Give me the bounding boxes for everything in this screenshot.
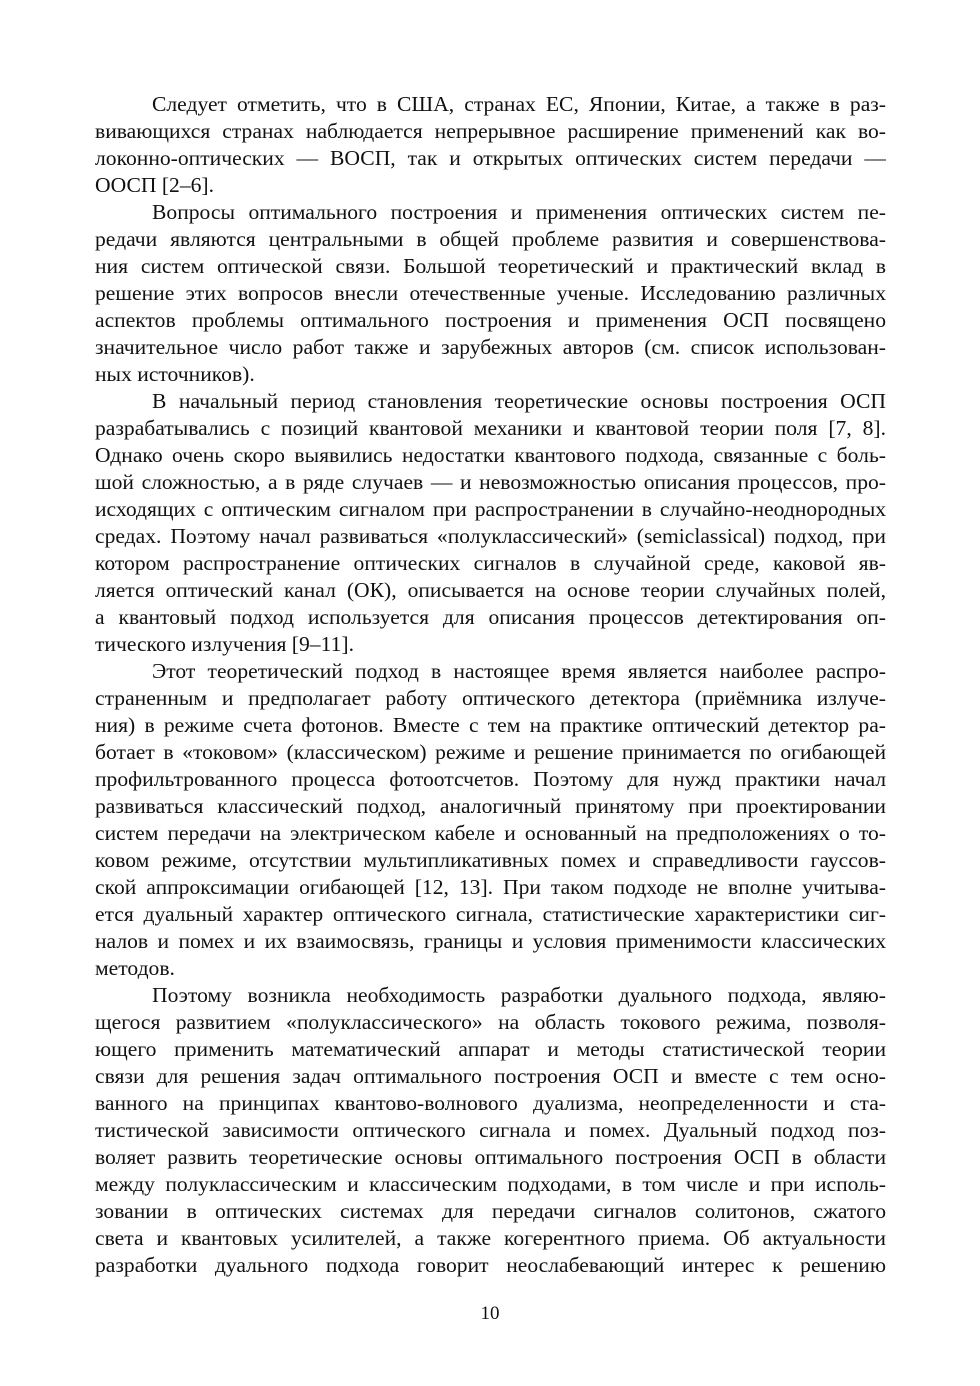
text-line: решение этих вопросов внесли отечественные ученые. Исследованию различных — [95, 281, 886, 305]
text-line: ется дуальный характер оптического сигнала, статистические характеристики сиг- — [95, 902, 886, 926]
text-line: ния) в режиме счета фотонов. Вместе с тем на практике оптический детектор ра- — [95, 713, 886, 737]
text-line: Поэтому возникла необходимость разработки дуального подхода, являю- — [152, 983, 886, 1007]
text-line: Этот теоретический подход в настоящее время является наиболее распро- — [152, 659, 886, 683]
text-line: В начальный период становления теоретические основы построения ОСП — [152, 389, 886, 413]
text-line: ской аппроксимации огибающей [12, 13]. При таком подходе не вполне учитыва- — [95, 875, 886, 899]
page-body — [95, 91, 886, 1279]
text-line: шой сложностью, а в ряде случаев — и невозможностью описания процессов, про- — [95, 470, 886, 494]
text-line: щегося развитием «полуклассического» на область токового режима, позволя- — [95, 1010, 886, 1034]
text-line: страненным и предполагает работу оптического детектора (приёмника излуче- — [95, 686, 886, 710]
text-line: налов и помех и их взаимосвязь, границы и условия применимости классических — [95, 929, 886, 953]
text-line: тистической зависимости оптического сигнала и помех. Дуальный подход поз- — [95, 1118, 886, 1142]
text-line: значительное число работ также и зарубежных авторов (см. список использован- — [95, 335, 886, 359]
page-number: 10 — [480, 1303, 500, 1324]
text-line: развиваться классический подход, аналогичный принятому при проектировании — [95, 794, 886, 818]
text-line: ботает в «токовом» (классическом) режиме и решение принимается по огибающей — [95, 740, 886, 764]
paragraph-5 — [95, 982, 886, 1279]
text-line: ных источников). — [95, 362, 255, 386]
text-line: вивающихся странах наблюдается непрерывное расширение применений как во- — [95, 119, 886, 143]
text-line: методов. — [95, 956, 175, 980]
text-line: света и квантовых усилителей, а также когерентного приема. Об актуальности — [95, 1226, 886, 1250]
paragraph-2 — [95, 199, 886, 388]
text-line: зовании в оптических системах для передачи сигналов солитонов, сжатого — [95, 1199, 886, 1223]
text-line: разрабатывались с позиций квантовой механики и квантовой теории поля [7, 8]. — [95, 416, 886, 440]
text-line: а квантовый подход используется для описания процессов детектирования оп- — [95, 605, 886, 629]
text-line: аспектов проблемы оптимального построения и применения ОСП посвящено — [95, 308, 886, 332]
text-line: ляется оптический канал (ОК), описывается на основе теории случайных полей, — [95, 578, 886, 602]
paragraph-3 — [95, 388, 886, 658]
text-line: средах. Поэтому начал развиваться «полуклассический» (semiclassical) подход, при — [95, 524, 886, 548]
text-line: Следует отметить, что в США, странах ЕС, Японии, Китае, а также в раз- — [152, 92, 886, 116]
text-line: Однако очень скоро выявились недостатки квантового подхода, связанные с боль- — [95, 443, 886, 467]
paragraph-4 — [95, 658, 886, 982]
text-line: ванного на принципах квантово-волнового дуализма, неопределенности и ста- — [95, 1091, 886, 1115]
text-line: ковом режиме, отсутствии мультипликативных помех и справедливости гауссов- — [95, 848, 886, 872]
text-line: систем передачи на электрическом кабеле и основанный на предположениях о то- — [95, 821, 886, 845]
paragraph-1 — [95, 91, 886, 199]
text-line: тического излучения [9–11]. — [95, 632, 354, 656]
text-line: ния систем оптической связи. Большой теоретический и практический вклад в — [95, 254, 886, 278]
text-line: Вопросы оптимального построения и применения оптических систем пе- — [152, 200, 886, 224]
text-line: ООСП [2–6]. — [95, 173, 215, 197]
text-line: ющего применить математический аппарат и методы статистической теории — [95, 1037, 886, 1061]
text-line: профильтрованного процесса фотоотсчетов. Поэтому для нужд практики начал — [95, 767, 886, 791]
text-line: исходящих с оптическим сигналом при распространении в случайно-неоднородных — [95, 497, 886, 521]
text-line: редачи являются центральными в общей проблеме развития и совершенствова- — [95, 227, 886, 251]
text-line: воляет развить теоретические основы оптимального построения ОСП в области — [95, 1145, 886, 1169]
text-line: разработки дуального подхода говорит неослабевающий интерес к решению — [95, 1253, 886, 1277]
text-line: между полуклассическим и классическим подходами, в том числе и при исполь- — [95, 1172, 886, 1196]
text-line: связи для решения задач оптимального построения ОСП и вместе с тем осно- — [95, 1064, 886, 1088]
text-line: локонно-оптических — ВОСП, так и открытых оптических систем передачи — — [95, 146, 886, 170]
text-line: котором распространение оптических сигналов в случайной среде, каковой яв- — [95, 551, 886, 575]
